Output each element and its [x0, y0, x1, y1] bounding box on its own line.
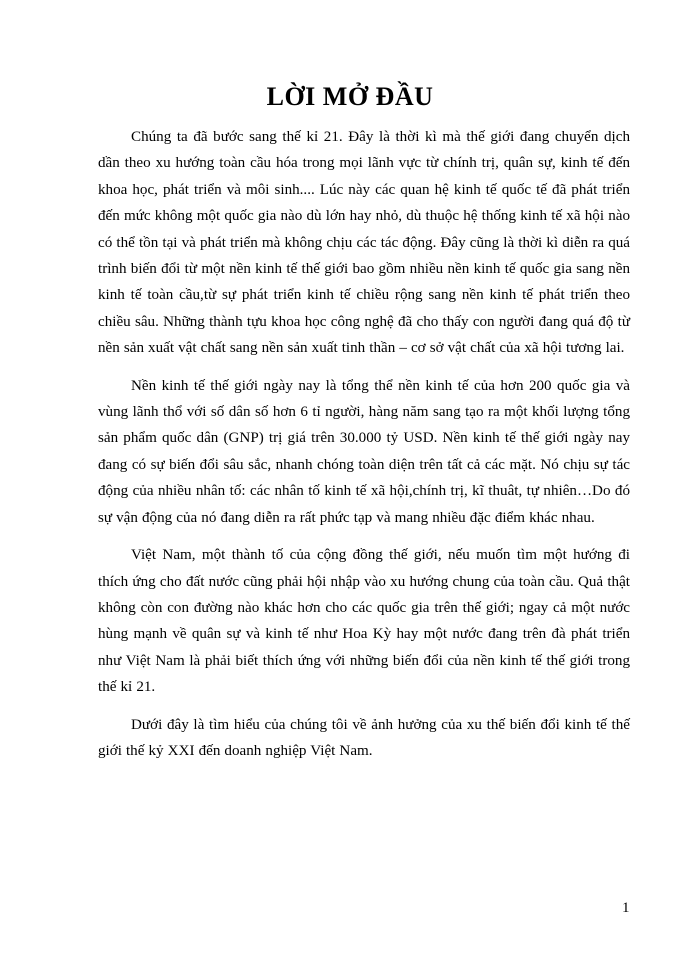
document-body — [98, 124, 630, 775]
page-number: 1 — [622, 900, 630, 916]
paragraph-1: Chúng ta đã bước sang thế kỉ 21. Đây là thời kì mà thế giới đang chuyển dịch dần theo xu hướng toàn cầu hóa trong mọi lãnh vực từ chính trị, quân sự, kinh tế đến khoa học, phát triển và môi sinh.... Lúc này các quan hệ kinh tế quốc tế đã phát triển đến mức không một quốc gia nào dù lớn hay nhỏ, dù thuộc hệ thống kinh tế xã hội nào có thể tồn tại và phát triển mà không chịu các tác động. Đây cũng là thời kì diễn ra quá trình biến đổi từ một nền kinh tế thế giới bao gồm nhiều nền kinh tế quốc gia sang nền kinh tế toàn cầu,từ sự phát triển kinh tế chiều rộng sang nền kinh tế phát triển theo chiều sâu. Những thành tựu khoa học công nghệ đã cho thấy con người đang quá độ từ nền sản xuất vật chất sang nền sản xuất tinh thần – cơ sở vật chất của xã hội tương lai. — [98, 129, 630, 357]
page-title: LỜI MỞ ĐẦU — [266, 82, 434, 111]
paragraph-4: Dưới đây là tìm hiểu của chúng tôi về ảnh hưởng của xu thế biến đổi kinh tế thế giới thế kỷ XXI đến doanh nghiệp Việt Nam. — [98, 716, 630, 759]
paragraph-2: Nền kinh tế thế giới ngày nay là tổng thể nền kinh tế của hơn 200 quốc gia và vùng lãnh thổ với số dân số hơn 6 tỉ người, hàng năm sang tạo ra một khối lượng tổng sản phẩm quốc dân (GNP) trị giá trên 30.000 tỷ USD. Nền kinh tế thế giới ngày nay đang có sự biến đổi sâu sắc, nhanh chóng toàn diện trên tất cả các mặt. Nó chịu sự tác động của nhiều nhân tố: các nhân tố kinh tế xã hội,chính trị, kĩ thuât, tự nhiên…Do đó sự vận động của nó đang diễn ra rất phức tạp và mang nhiều đặc điểm khác nhau. — [98, 377, 630, 526]
paragraph-3: Việt Nam, một thành tố của cộng đồng thế giới, nếu muốn tìm một hướng đi thích ứng cho đất nước cũng phải hội nhập vào xu hướng chung của toàn cầu. Quả thật không còn con đường nào khác hơn cho các quốc gia trên thế giới; ngay cả một nước hùng mạnh về quân sự và kinh tế như Hoa Kỳ hay một nước đang trên đà phát triển như Việt Nam là phải biết thích ứng với những biến đổi của nền kinh tế thế giới trong thế kỉ 21. — [98, 547, 630, 696]
